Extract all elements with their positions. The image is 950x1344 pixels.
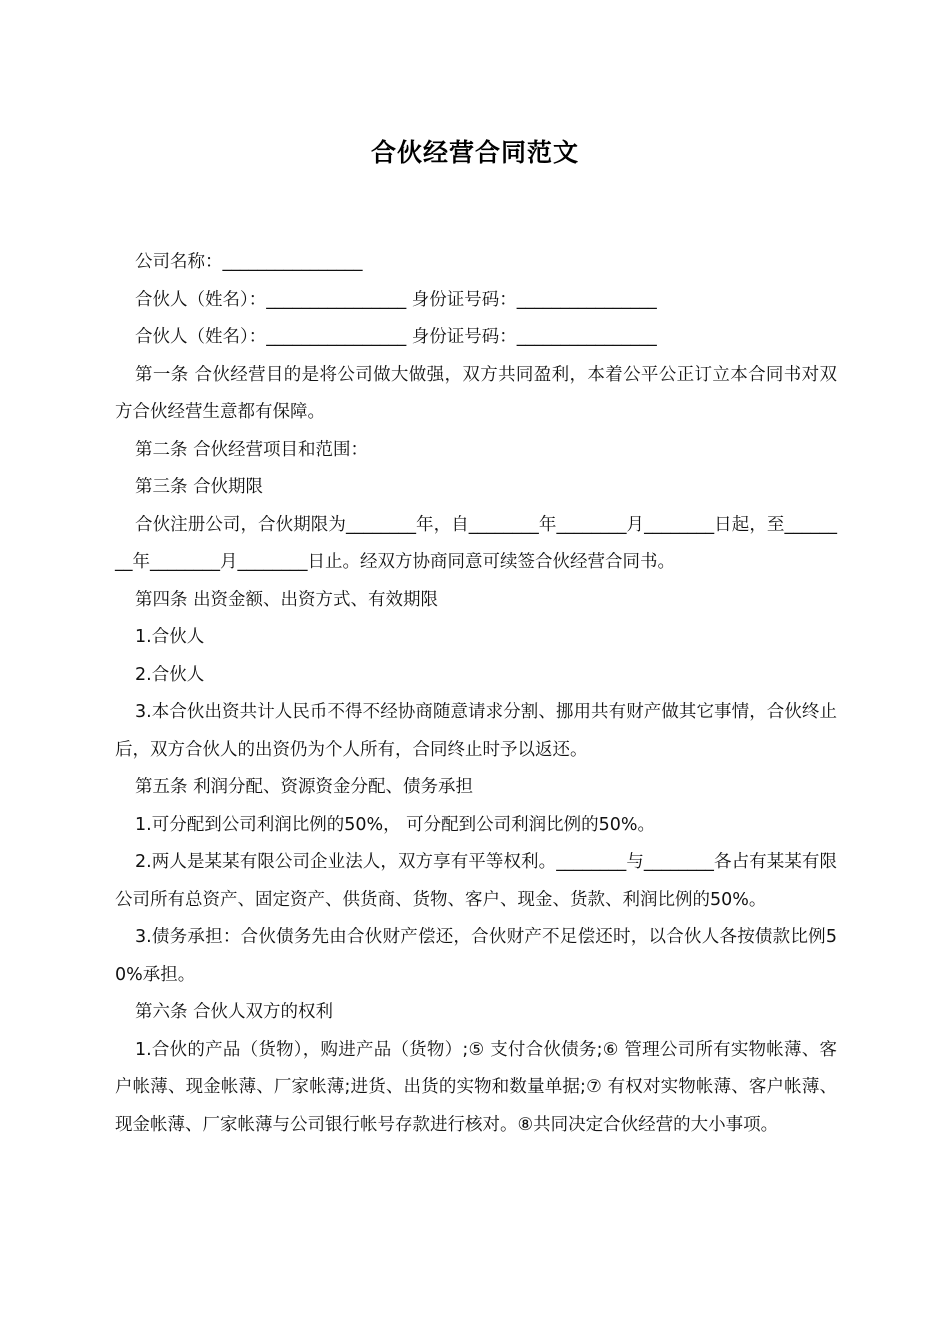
article-4-heading: 第四条 出资金额、出资方式、有效期限 [135,589,439,610]
article-6-heading: 第六条 合伙人双方的权利 [135,1002,334,1022]
article-3-body: 合伙注册公司，合伙期限为________年，自________年________月________日起，至________年________月________日止。经双方协商同意可续签合伙经营合同书。 [115,514,837,572]
partner-2-field: 合伙人（姓名）：________________ 身份证号码：________________ [135,327,657,347]
article-3-heading: 第三条 合伙期限 [135,477,264,497]
company-name-field: 公司名称：________________ [135,252,363,272]
article-5-item-1: 1.可分配到公司利润比例的50%， 可分配到公司利润比例的50%。 [135,814,656,835]
article-1: 第一条 合伙经营目的是将公司做大做强，双方共同盈利，本着公平公正订立本合同书对双方合伙经营生意都有保障。 [115,364,837,422]
article-5-heading: 第五条 利润分配、资源资金分配、债务承担 [135,777,474,797]
article-4-item-1: 1.合伙人 [135,627,205,647]
document-title: 合伙经营合同范文 [370,138,579,167]
article-4-item-2: 2.合伙人 [135,664,205,685]
article-4-item-3: 3.本合伙出资共计人民币不得不经协商随意请求分割、挪用共有财产做其它事情，合伙终止后，双方合伙人的出资仍为个人所有，合同终止时予以返还。 [115,702,837,760]
document-body [115,244,837,1144]
article-6-item-1: 1.合伙的产品（货物），购进产品（货物）;⑤ 支付合伙债务;⑥ 管理公司所有实物帐薄、客户帐薄、现金帐薄、厂家帐薄;进货、出货的实物和数量单据;⑦ 有权对实物帐薄、客户帐薄、现金帐薄、厂家帐薄与公司银行帐号存款进行核对。⑧共同决定合伙经营的大小事项。 [115,1039,837,1135]
partner-1-field: 合伙人（姓名）：________________ 身份证号码：________________ [135,289,657,310]
article-5-item-3: 3.债务承担：合伙债务先由合伙财产偿还，合伙财产不足偿还时，以合伙人各按债款比例50%承担。 [115,927,837,985]
article-2-heading: 第二条 合伙经营项目和范围： [135,439,369,460]
article-5-item-2: 2.两人是某某有限公司企业法人，双方享有平等权利。________与________各占有某某有限公司所有总资产、固定资产、供货商、货物、客户、现金、货款、利润比例的50%。 [115,852,837,910]
